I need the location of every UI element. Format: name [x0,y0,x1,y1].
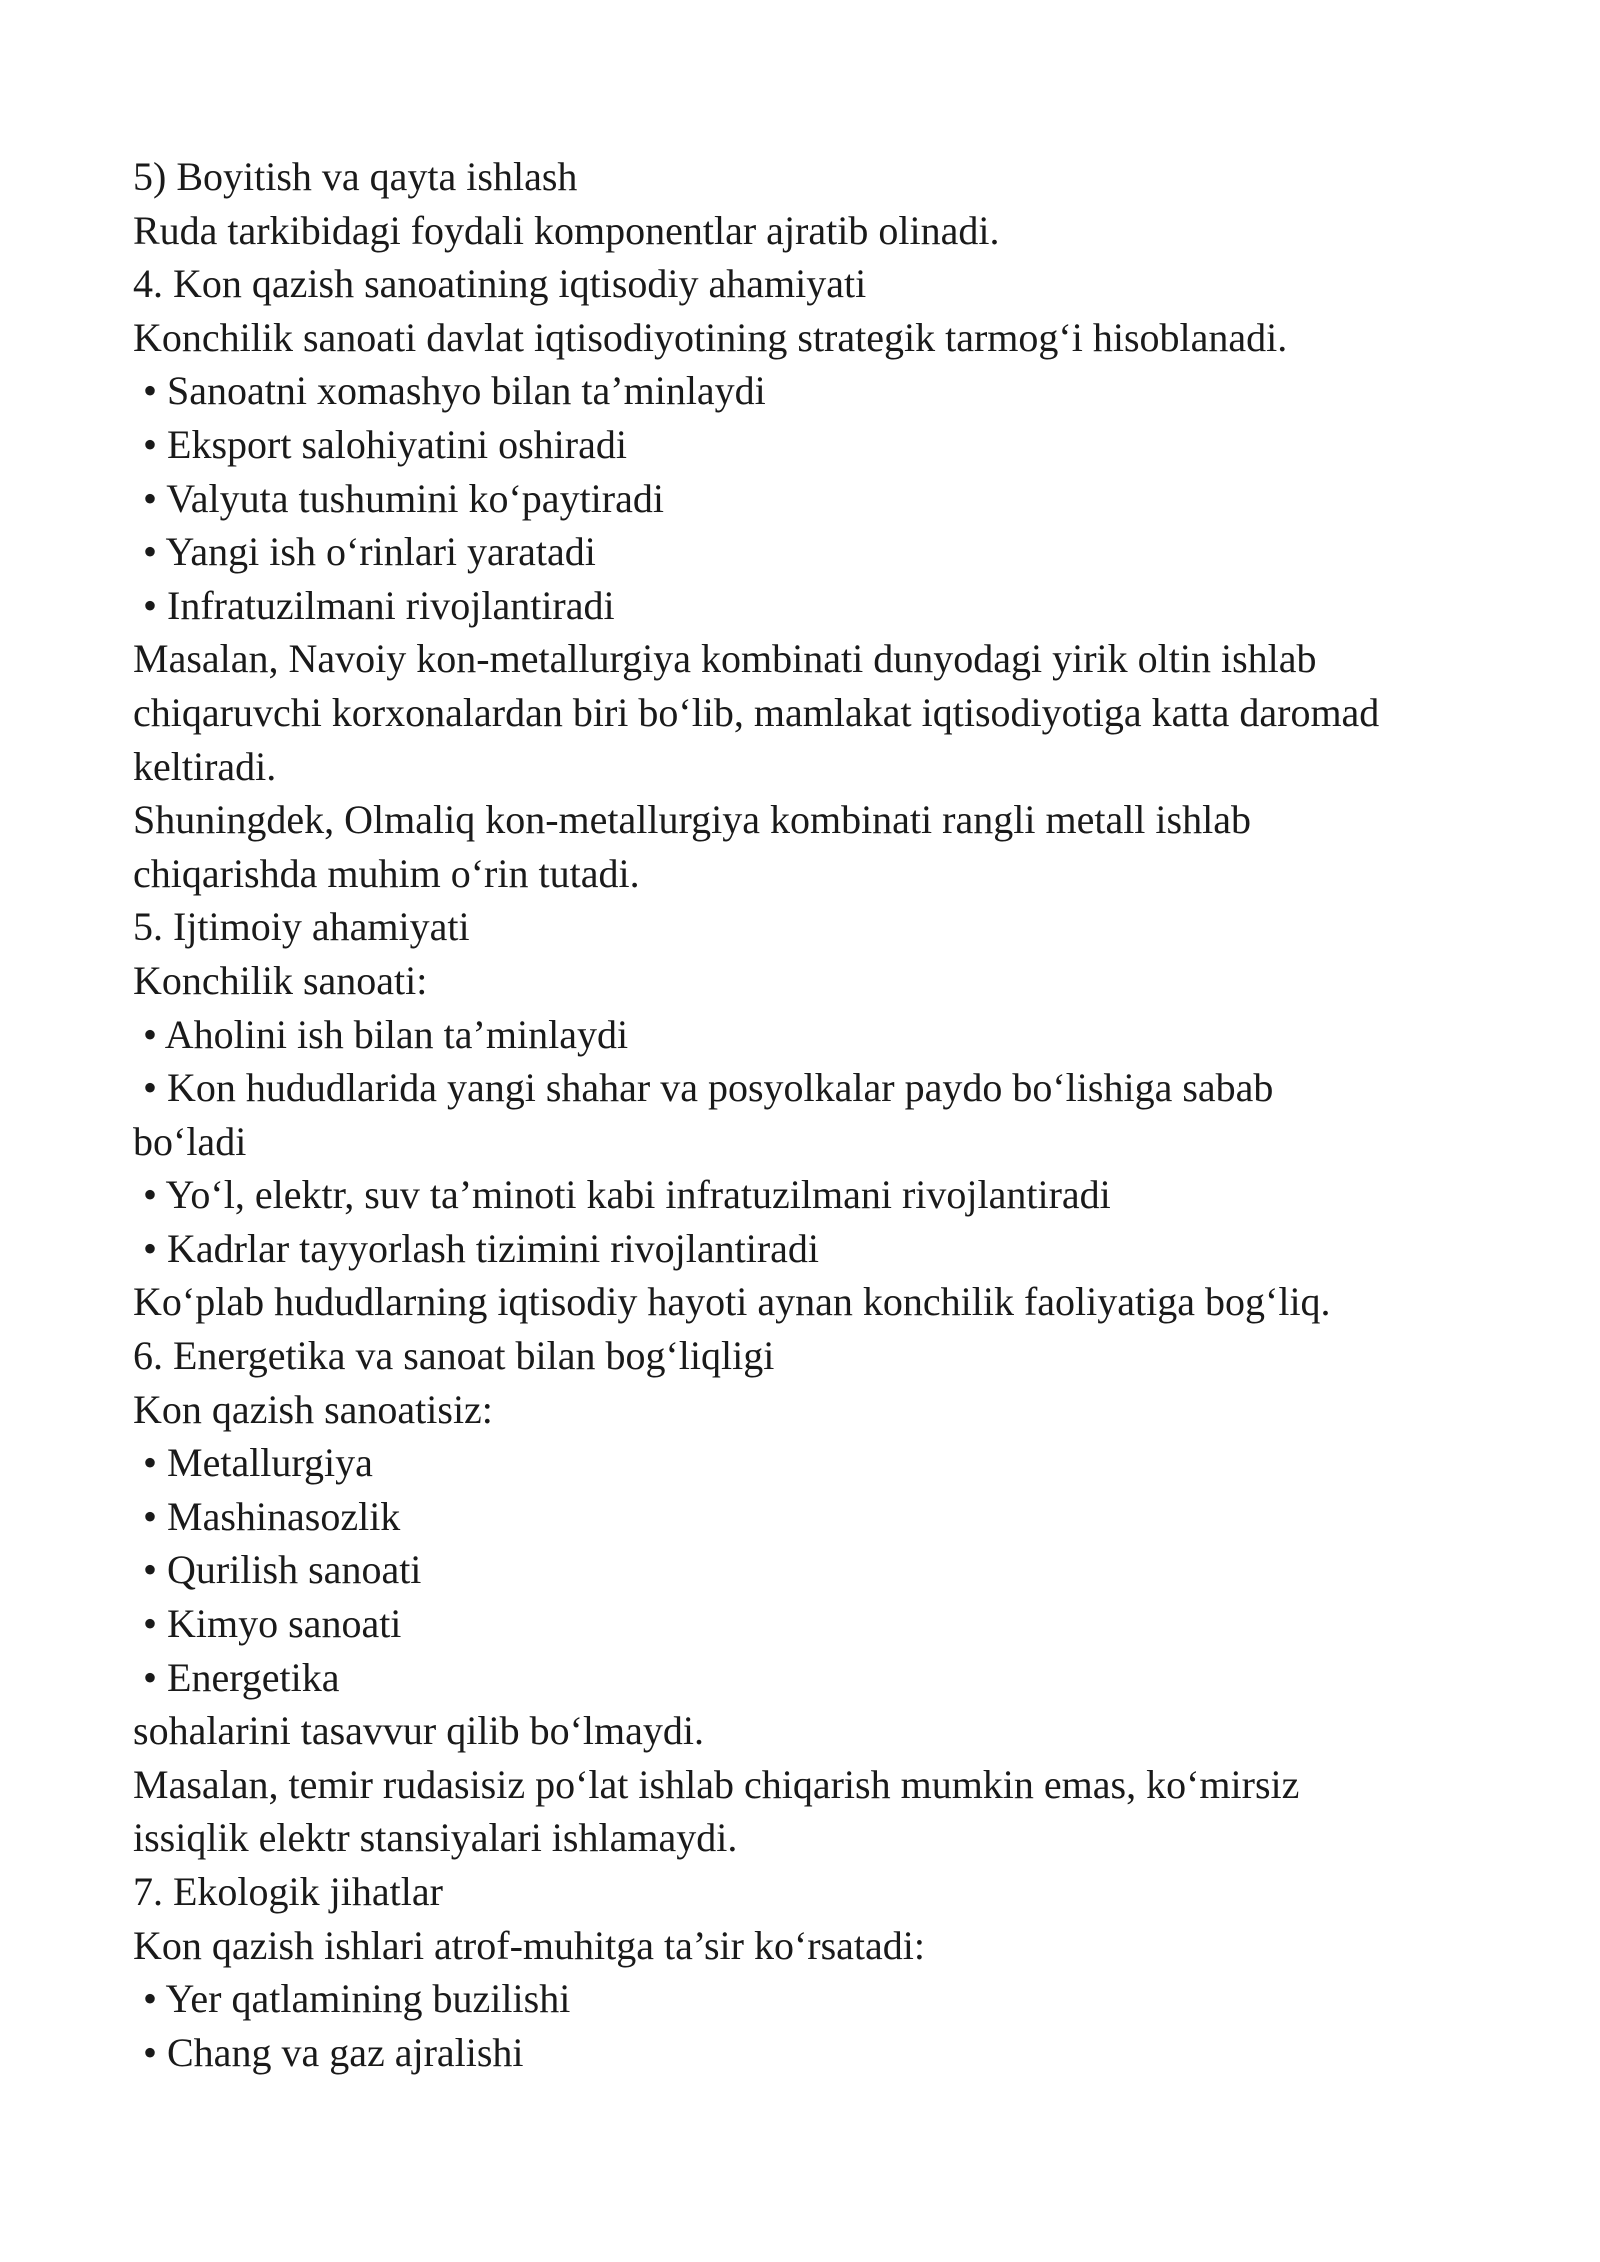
section-item-heading: 5) Boyitish va qayta ishlash [133,154,578,199]
bullet-item: • Valyuta tushumini ko‘paytiradi [133,475,664,521]
document-body [133,150,1533,2079]
bullet-item: • Kimyo sanoati [133,1601,402,1647]
bullet-item: • Eksport salohiyatini oshiradi [133,421,627,467]
bullet-item: • Aholini ish bilan ta’minlaydi [133,1011,629,1057]
paragraph-line: Masalan, Navoiy kon-metallurgiya kombinati dunyodagi yirik oltin ishlab [133,636,1317,682]
paragraph-line: issiqlik elektr stansiyalari ishlamaydi. [133,1815,738,1861]
section-heading: 5. Ijtimoiy ahamiyati [133,904,470,950]
paragraph-line: Ruda tarkibidagi foydali komponentlar ajratib olinadi. [133,207,1000,253]
bullet-item: • Energetika [133,1654,340,1700]
bullet-item: • Kon hududlarida yangi shahar va posyolkalar paydo bo‘lishiga sabab [133,1065,1274,1111]
bullet-item: • Chang va gaz ajralishi [133,2029,524,2075]
bullet-item-continuation: bo‘ladi [133,1118,247,1164]
section-heading: 4. Kon qazish sanoatining iqtisodiy ahamiyati [133,261,867,307]
bullet-item: • Yer qatlamining buzilishi [133,1976,571,2022]
paragraph-line: Ko‘plab hududlarning iqtisodiy hayoti aynan konchilik faoliyatiga bog‘liq. [133,1279,1331,1325]
paragraph-line: Konchilik sanoati davlat iqtisodiyotining strategik tarmog‘i hisoblanadi. [133,314,1288,360]
paragraph-line: chiqaruvchi korxonalardan biri bo‘lib, mamlakat iqtisodiyotiga katta daromad [133,689,1380,735]
paragraph-line: chiqarishda muhim o‘rin tutadi. [133,850,640,896]
paragraph-line: Kon qazish sanoatisiz: [133,1386,493,1432]
bullet-item: • Yangi ish o‘rinlari yaratadi [133,529,596,575]
section-heading: 7. Ekologik jihatlar [133,1869,443,1914]
bullet-item: • Mashinasozlik [133,1493,401,1539]
bullet-item: • Qurilish sanoati [133,1547,422,1593]
paragraph-line: Kon qazish ishlari atrof-muhitga ta’sir ko‘rsatadi: [133,1922,926,1968]
bullet-item: • Yo‘l, elektr, suv ta’minoti kabi infratuzilmani rivojlantiradi [133,1172,1111,1218]
paragraph-line: sohalarini tasavvur qilib bo‘lmaydi. [133,1708,704,1754]
paragraph-line: keltiradi. [133,743,277,789]
paragraph-line: Shuningdek, Olmaliq kon-metallurgiya kombinati rangli metall ishlab [133,797,1251,843]
paragraph-line: Masalan, temir rudasisiz po‘lat ishlab chiqarish mumkin emas, ko‘mirsiz [133,1761,1300,1807]
bullet-item: • Kadrlar tayyorlash tizimini rivojlantiradi [133,1225,820,1271]
bullet-item: • Infratuzilmani rivojlantiradi [133,582,615,628]
paragraph-line: Konchilik sanoati: [133,957,428,1003]
bullet-item: • Metallurgiya [133,1440,373,1486]
section-heading: 6. Energetika va sanoat bilan bog‘liqligi [133,1333,775,1379]
bullet-item: • Sanoatni xomashyo bilan ta’minlaydi [133,368,766,414]
